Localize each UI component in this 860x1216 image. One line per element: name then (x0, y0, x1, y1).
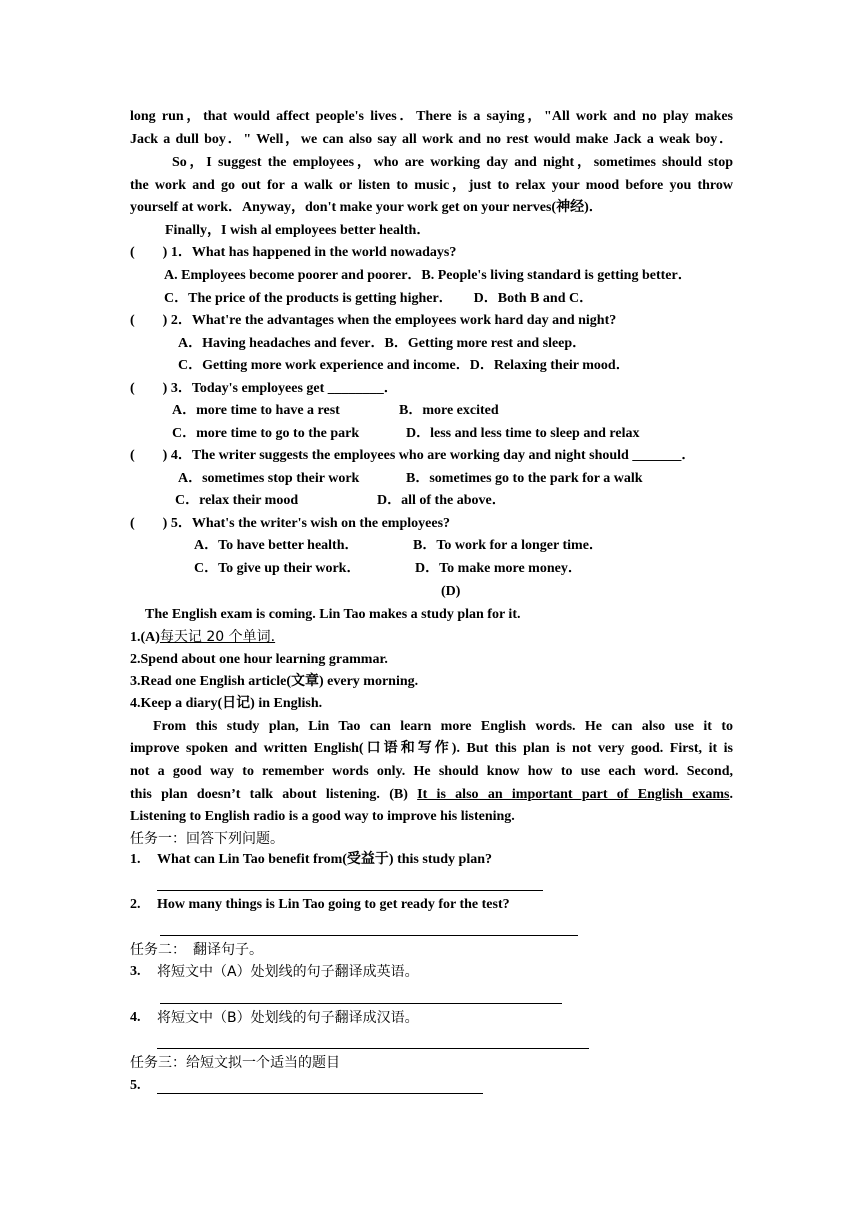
plan-item-4: 4.Keep a diary(日记) in English. (130, 696, 323, 711)
question-1-options-row-2: C．The price of the products is getting higher． D．Both B and C． (164, 291, 594, 306)
passage-line: long run，that would affect people's lives．There is a saying，"All work and no play makes (130, 109, 733, 124)
answer-line-4[interactable] (157, 1048, 589, 1049)
task-q3: 将短文中（A）处划线的句子翻译成英语。 (157, 964, 419, 980)
passage-d-line4-suffix: . (729, 787, 734, 802)
answer-line-5[interactable] (157, 1093, 483, 1094)
passage-line: the work and go out for a walk or listen to music，just to relax your mood before you throw (130, 178, 733, 193)
question-4-option-a: A．sometimes stop their work (178, 471, 360, 486)
question-4-option-b: B．sometimes go to the park for a walk (406, 471, 643, 486)
passage-line: Finally，I wish al employees better health． (165, 223, 431, 238)
question-stem-4: ( ) 4．The writer suggests the employees who are working day and night should _______． (130, 448, 696, 463)
answer-line-1[interactable] (157, 890, 543, 891)
answer-line-2[interactable] (160, 935, 578, 936)
task-q4: 将短文中（B）处划线的句子翻译成汉语。 (157, 1010, 419, 1026)
question-stem-3: ( ) 3．Today's employees get ________． (130, 381, 398, 396)
task-1-title: 任务一：回答下列问题。 (130, 831, 284, 847)
plan-item-1 (130, 628, 275, 647)
passage-d-line4-prefix: this plan doesn’t talk about listening. (B) (130, 787, 408, 802)
question-5-option-d: D．To make more money． (415, 561, 582, 576)
task-2-title: 任务二： 翻译句子。 (130, 942, 263, 958)
question-2-options-row-1: A．Having headaches and fever．B．Getting more rest and sleep． (178, 336, 587, 351)
question-5-option-c: C．To give up their work． (194, 561, 361, 576)
task-q3-number: 3. (130, 964, 141, 979)
task-q2: How many things is Lin Tao going to get ready for the test? (157, 897, 510, 912)
plan-item-2: 2.Spend about one hour learning grammar. (130, 652, 388, 667)
task-q2-number: 2. (130, 897, 141, 912)
question-5-option-a: A．To have better health． (194, 538, 359, 553)
question-1-options-row-1: A. Employees become poorer and poorer．B. People's living standard is getting better． (164, 268, 692, 283)
question-5-option-b: B．To work for a longer time． (413, 538, 603, 553)
answer-line-3[interactable] (160, 1003, 562, 1004)
passage-d-label: (D) (441, 584, 461, 599)
question-stem-2: ( ) 2．What're the advantages when the employees work hard day and night? (130, 313, 617, 328)
passage-line: Jack a dull boy．" Well，we can also say all work and no rest would make Jack a weak boy． (130, 132, 733, 147)
underlined-sentence-a: 每天记 20 个单词. (159, 629, 276, 645)
question-stem-5: ( ) 5．What's the writer's wish on the employees? (130, 516, 451, 531)
question-3-option-b: B．more excited (399, 403, 499, 418)
task-3-title: 任务三：给短文拟一个适当的题目 (130, 1055, 340, 1071)
question-4-option-c: C．relax their mood (175, 493, 299, 508)
passage-d-intro: The English exam is coming. Lin Tao makes a study plan for it. (145, 607, 521, 622)
passage-line: yourself at work．Anyway，don't make your work get on your nerves(神经)． (130, 200, 603, 215)
passage-d-line: From this study plan, Lin Tao can learn more English words. He can also use it to (153, 719, 733, 734)
task-q1-number: 1. (130, 852, 141, 867)
underlined-sentence-b: It is also an important part of English exams (417, 787, 730, 802)
passage-d-line: improve spoken and written English(口语和写作). But this plan is not very good. First, it is (130, 741, 733, 756)
question-3-option-c: C．more time to go to the park (172, 426, 360, 441)
question-3-option-d: D．less and less time to sleep and relax (406, 426, 640, 441)
question-3-option-a: A．more time to have a rest (172, 403, 340, 418)
task-q5-number: 5. (130, 1078, 141, 1093)
plan-item-3: 3.Read one English article(文章) every morning. (130, 674, 419, 689)
question-stem-1: ( ) 1．What has happened in the world nowadays? (130, 245, 457, 260)
task-q1: What can Lin Tao benefit from(受益于) this study plan? (157, 852, 493, 867)
task-q4-number: 4. (130, 1010, 141, 1025)
passage-line: So，I suggest the employees，who are working day and night，sometimes should stop (172, 155, 733, 170)
passage-d-line (130, 786, 733, 804)
passage-d-line: not a good way to remember words only. He should know how to use each word. Second, (130, 764, 733, 779)
passage-d-line: Listening to English radio is a good way to improve his listening. (130, 809, 515, 824)
question-2-options-row-2: C．Getting more work experience and income．D．Relaxing their mood． (178, 358, 630, 373)
question-4-option-d: D．all of the above． (377, 493, 506, 508)
plan-item-1-prefix: 1.(A) (130, 630, 160, 645)
